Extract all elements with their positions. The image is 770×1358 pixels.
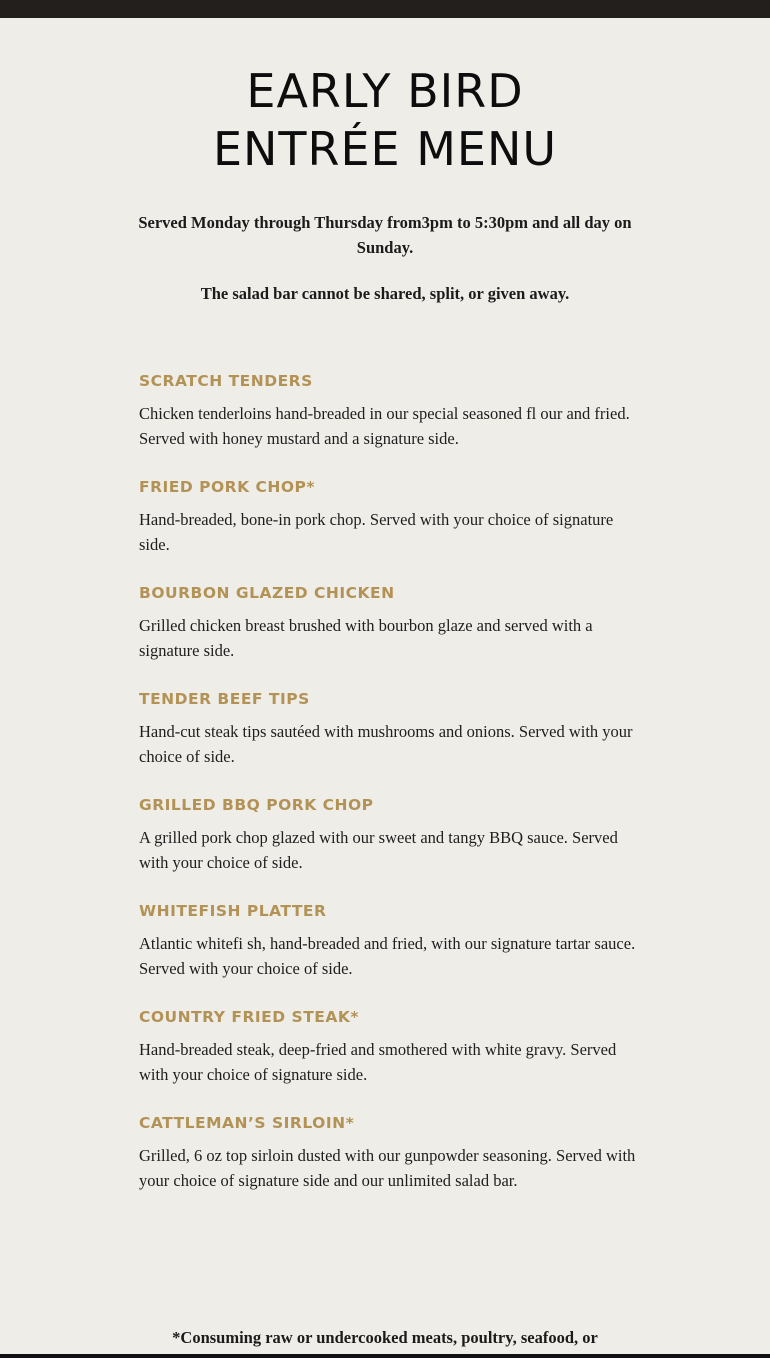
- menu-item-description: Hand-breaded, bone-in pork chop. Served with your choice of signature side.: [139, 510, 614, 554]
- salad-bar-note: The salad bar cannot be shared, split, or given away.: [200, 284, 570, 303]
- menu-list: [139, 370, 639, 1218]
- menu-item-name: SCRATCH TENDERS: [139, 372, 313, 390]
- menu-item-name: FRIED PORK CHOP*: [139, 478, 316, 496]
- menu-item: [139, 582, 639, 688]
- menu-item: [139, 688, 639, 794]
- menu-item-name: BOURBON GLAZED CHICKEN: [139, 584, 395, 602]
- page-title-line1: EARLY BIRD: [246, 64, 524, 118]
- menu-item-description: Hand-cut steak tips sautéed with mushrooms and onions. Served with your choice of side.: [139, 722, 633, 766]
- menu-item-name: CATTLEMAN’S SIRLOIN*: [139, 1114, 355, 1132]
- top-bar: [0, 0, 770, 18]
- menu-item-name: WHITEFISH PLATTER: [139, 902, 327, 920]
- menu-item-description: A grilled pork chop glazed with our sweet and tangy BBQ sauce. Served with your choice of side.: [139, 828, 618, 872]
- menu-item: [139, 794, 639, 900]
- menu-item: [139, 900, 639, 1006]
- menu-item: [139, 1006, 639, 1112]
- menu-item-description: Chicken tenderloins hand-breaded in our special seasoned fl our and fried. Served with honey mustard and a signature side.: [139, 404, 630, 448]
- footer-disclaimer: *Consuming raw or undercooked meats, poultry, seafood, or: [172, 1328, 598, 1347]
- menu-item-description: Atlantic whitefi sh, hand-breaded and fried, with our signature tartar sauce. Served with your choice of side.: [139, 934, 636, 978]
- menu-item-name: TENDER BEEF TIPS: [139, 690, 310, 708]
- menu-item-name: COUNTRY FRIED STEAK*: [139, 1008, 359, 1026]
- menu-item: [139, 370, 639, 476]
- menu-item-description: Hand-breaded steak, deep-fried and smothered with white gravy. Served with your choice of signature side.: [139, 1040, 617, 1084]
- menu-item: [139, 1112, 639, 1218]
- menu-item-description: Grilled chicken breast brushed with bourbon glaze and served with a signature side.: [139, 616, 593, 660]
- bottom-bar: [0, 1354, 770, 1358]
- page-title-line2: ENTRÉE MENU: [212, 122, 558, 176]
- menu-item: [139, 476, 639, 582]
- menu-item-description: Grilled, 6 oz top sirloin dusted with our gunpowder seasoning. Served with your choice of signature side and our unlimited salad bar.: [139, 1146, 636, 1190]
- hours-note: Served Monday through Thursday from3pm to 5:30pm and all day on Sunday.: [138, 213, 632, 257]
- page-title: [0, 62, 770, 178]
- menu-item-name: GRILLED BBQ PORK CHOP: [139, 796, 374, 814]
